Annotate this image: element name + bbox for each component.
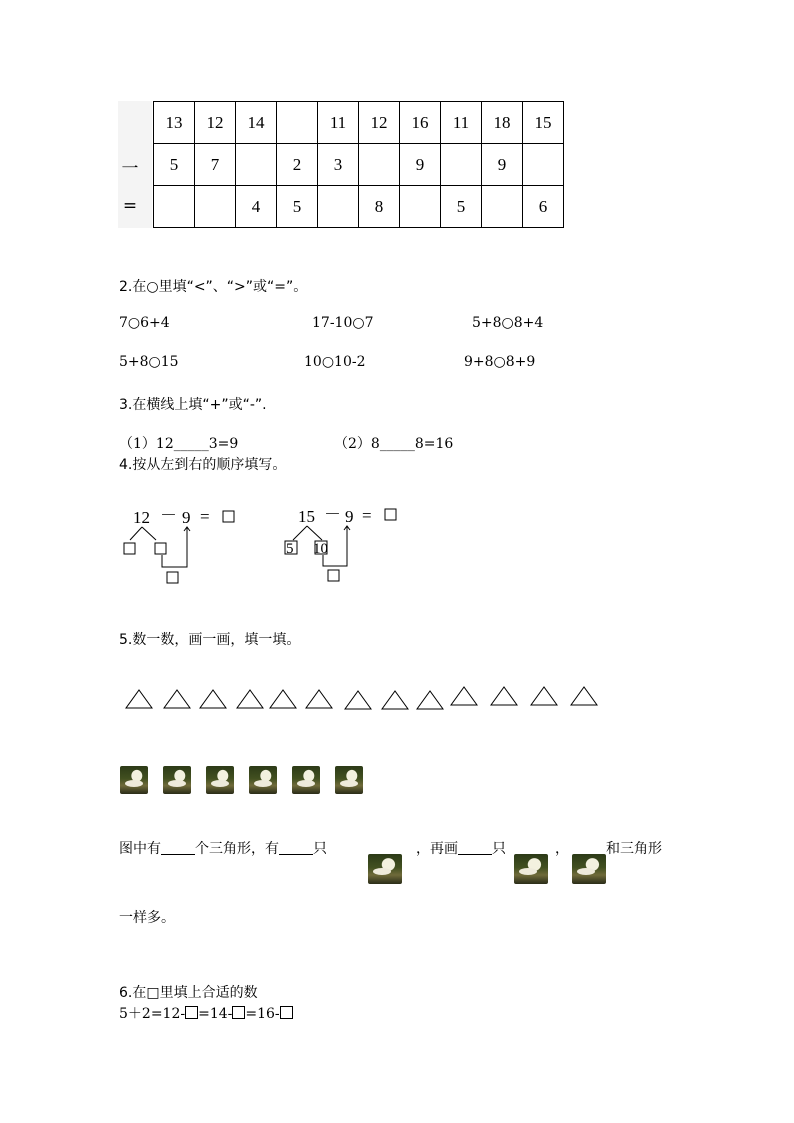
left-split-box-2 [155, 543, 166, 554]
duck-count-blank[interactable] [279, 840, 313, 855]
answer-cell[interactable] [195, 186, 236, 228]
q5-sentence-end: 一样多。 [119, 910, 175, 926]
expr-part-3: =16- [245, 1006, 280, 1022]
answer-cell[interactable] [277, 102, 318, 144]
triangle-shape [164, 690, 190, 708]
subtraction-table [153, 101, 564, 228]
sentence-part-4: ，再画 [416, 841, 458, 857]
triangle-shape [200, 690, 226, 708]
triangle-count-blank[interactable] [161, 840, 195, 855]
right-minuend: 15 [298, 507, 315, 526]
expr-part-1: 5＋2=12- [119, 1006, 186, 1022]
q2-item-6: 9+8○8+9 [464, 354, 536, 370]
table-cell: 14 [236, 102, 277, 144]
right-equals: = [362, 506, 372, 525]
triangle-row [120, 683, 610, 713]
table-row [154, 144, 564, 186]
triangle-shape [306, 690, 332, 708]
table-row [154, 102, 564, 144]
left-final-box [167, 572, 178, 583]
q4-diagrams [110, 500, 410, 595]
triangle-shape [345, 691, 371, 709]
equals-sign-label: = [122, 196, 138, 216]
table-cell: 4 [236, 186, 277, 228]
answer-cell[interactable] [523, 144, 564, 186]
answer-cell[interactable] [482, 186, 523, 228]
table-cell: 2 [277, 144, 318, 186]
triangle-shape [126, 690, 152, 708]
left-minuend: 12 [133, 508, 150, 527]
q6-expression [119, 1003, 293, 1023]
q2-item-1: 7○6+4 [119, 315, 170, 331]
sentence-part-1: 图中有 [119, 841, 161, 857]
q2-item-3: 5+8○8+4 [472, 315, 544, 331]
minus-sign-label: 一 [121, 159, 139, 179]
sentence-part-2: 个三角形，有 [195, 841, 279, 857]
duck-image [249, 766, 277, 794]
left-minus: － [160, 506, 177, 525]
answer-cell[interactable] [441, 144, 482, 186]
duck-image [292, 766, 320, 794]
duck-image [120, 766, 148, 794]
answer-cell[interactable] [400, 186, 441, 228]
table-cell: 12 [359, 102, 400, 144]
q3-title: 3.在横线上填“+”或“-”. [119, 397, 267, 413]
table-cell: 9 [482, 144, 523, 186]
sentence-part-6: ， [555, 841, 569, 857]
q3-item-1: （1）12_____3=9 [119, 436, 239, 452]
duck-image [206, 766, 234, 794]
answer-box-2[interactable] [232, 1006, 245, 1019]
duck-image [514, 854, 548, 884]
duck-image [163, 766, 191, 794]
left-subtrahend: 9 [182, 508, 191, 527]
triangle-shape [491, 687, 517, 705]
answer-box-3[interactable] [280, 1006, 293, 1019]
table-cell: 18 [482, 102, 523, 144]
q2-item-5: 10○10-2 [304, 354, 366, 370]
q2-item-4: 5+8○15 [119, 354, 179, 370]
q4-title: 4.按从左到右的顺序填写。 [119, 457, 287, 473]
triangle-shape [417, 691, 443, 709]
right-final-box [328, 570, 339, 581]
q2-title: 2.在○里填“<”、“>”或“=”。 [119, 279, 308, 295]
answer-cell[interactable] [154, 186, 195, 228]
table-cell: 5 [441, 186, 482, 228]
table-cell: 6 [523, 186, 564, 228]
right-result-box [385, 509, 396, 520]
table-cell: 5 [277, 186, 318, 228]
q5-sentence-mid [416, 838, 506, 858]
q5-sentence [119, 838, 327, 858]
answer-cell[interactable] [359, 144, 400, 186]
left-result-box [223, 511, 234, 522]
duck-image [572, 854, 606, 884]
answer-box-1[interactable] [185, 1006, 198, 1019]
table-cell: 15 [523, 102, 564, 144]
sentence-part-7: 和三角形 [606, 841, 662, 857]
answer-cell[interactable] [236, 144, 277, 186]
table-cell: 5 [154, 144, 195, 186]
left-equals: = [200, 507, 210, 526]
q2-item-2: 17-10○7 [312, 315, 374, 331]
right-minus: － [324, 505, 341, 524]
duck-image [368, 854, 402, 884]
answer-cell[interactable] [318, 186, 359, 228]
triangle-shape [270, 690, 296, 708]
table-cell: 9 [400, 144, 441, 186]
triangle-shape [571, 687, 597, 705]
table-cell: 7 [195, 144, 236, 186]
triangle-shape [451, 687, 477, 705]
table-cell: 13 [154, 102, 195, 144]
draw-count-blank[interactable] [458, 840, 492, 855]
triangle-shape [531, 687, 557, 705]
table-cell: 11 [318, 102, 359, 144]
table-row [154, 186, 564, 228]
table-cell: 16 [400, 102, 441, 144]
q6-title: 6.在□里填上合适的数 [119, 985, 258, 1001]
sentence-part-5: 只 [492, 841, 506, 857]
table-cell: 3 [318, 144, 359, 186]
right-subtrahend: 9 [345, 507, 354, 526]
table-cell: 11 [441, 102, 482, 144]
triangle-shape [382, 691, 408, 709]
triangle-shape [237, 690, 263, 708]
left-split-box-1 [124, 543, 135, 554]
duck-image [335, 766, 363, 794]
q5-title: 5.数一数，画一画，填一填。 [119, 632, 301, 648]
right-split-value-1: 5 [286, 541, 294, 557]
sentence-part-3: 只 [313, 841, 327, 857]
expr-part-2: =14- [198, 1006, 233, 1022]
right-split-value-2: 10 [313, 541, 328, 557]
table-cell: 12 [195, 102, 236, 144]
table-cell: 8 [359, 186, 400, 228]
q3-item-2: （2）8_____8=16 [334, 436, 454, 452]
